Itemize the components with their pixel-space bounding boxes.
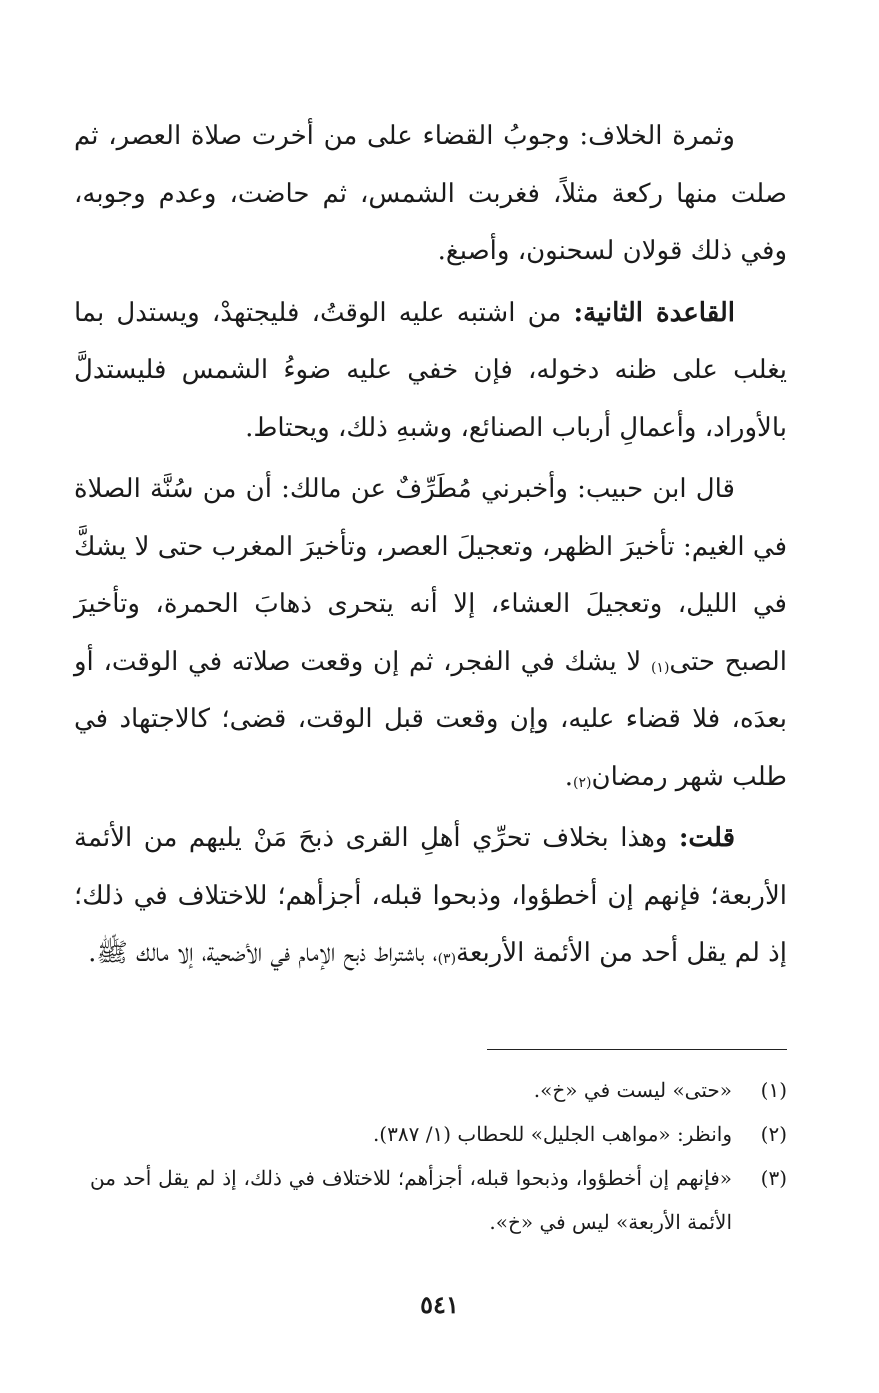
footnote-3 xyxy=(90,1156,787,1244)
page-number: ٥٤١ xyxy=(420,1290,459,1319)
paragraph-text: وثمرة الخلاف: وجوبُ القضاء على من أخرت صلاة العصر، ثم صلت منها ركعة مثلاً، فغربت الشمس، ثم حاضت، وعدم وجوبه، وفي ذلك قولان لسحنون، وأصبغ. xyxy=(74,121,787,266)
footnote-marker-2[interactable]: (٢) xyxy=(573,774,592,791)
main-text xyxy=(74,108,787,987)
paragraph-qultu xyxy=(74,810,787,983)
footnotes xyxy=(90,1068,787,1244)
footnote-number: (٢) xyxy=(760,1122,787,1146)
paragraph-text: من اشتبه عليه الوقتُ، فليجتهدْ، ويستدل بما يغلب على ظنه دخوله، فإن خفي عليه ضوءُ الشمس فليستدلَّ بالأوراد، وأعمالِ أرباب الصنائع، وشبهِ ذلك، ويحتاط. xyxy=(74,297,787,443)
paragraph-heading: قلت: xyxy=(678,823,735,853)
footnote-text: وانظر: «مواهب الجليل» للحطاب (١/ ٣٨٧). xyxy=(372,1122,732,1146)
paragraph-fruit-of-disagreement xyxy=(74,108,787,281)
paragraph-heading: القاعدة الثانية: xyxy=(573,297,735,328)
paragraph-text: ، باشتراط ذبح الإمام في الأضحية، إلا مالك ﷺ. xyxy=(88,938,438,968)
footnote-2 xyxy=(90,1112,787,1156)
footnote-text: «حتى» ليست في «خ». xyxy=(533,1078,732,1102)
footnote-text: «فإنهم إن أخطؤوا، وذبحوا قبله، أجزأهم؛ للاختلاف في ذلك، إذ لم يقل أحد من الأئمة الأربعة» ليس في «خ». xyxy=(90,1166,732,1234)
footnote-number: (١) xyxy=(760,1078,787,1102)
paragraph-text: . xyxy=(564,761,573,792)
footnote-divider xyxy=(487,1049,787,1050)
paragraph-text: وهذا بخلاف تحرِّي أهلِ القرى ذبحَ مَنْ يليهم من الأئمة الأربعة؛ فإنهم إن أخطؤوا، وذبحوا قبله، أجزأهم؛ للاختلاف في ذلك؛ إذ لم يقل أحد من الأئمة الأربعة xyxy=(74,823,787,968)
footnote-number: (٣) xyxy=(760,1166,787,1190)
paragraph-text: قال ابن حبيب: وأخبرني مُطَرِّفٌ عن مالك: أن من سُنَّة الصلاة في الغيم: تأخيرَ الظهر، وتعجيلَ العصر، وتأخيرَ المغرب حتى لا يشكَّ في الليل، وتعجيلَ العشاء، إلا أنه يتحرى ذهابَ الحمرة، وتأخيرَ الصبح حتى xyxy=(74,474,787,677)
footnote-marker-3[interactable]: (٣) xyxy=(437,951,457,967)
paragraph-ibn-habib xyxy=(74,461,787,806)
footnote-1 xyxy=(90,1068,787,1112)
paragraph-text: لا يشك في الفجر، ثم إن وقعت صلاته في الوقت، أو بعدَه، فلا قضاء عليه، وإن وقعت قبل الوقت، قضى؛ كالاجتهاد في طلب شهر رمضان xyxy=(74,646,787,792)
paragraph-second-rule xyxy=(74,285,787,458)
footnote-marker-1[interactable]: (١) xyxy=(650,659,670,676)
